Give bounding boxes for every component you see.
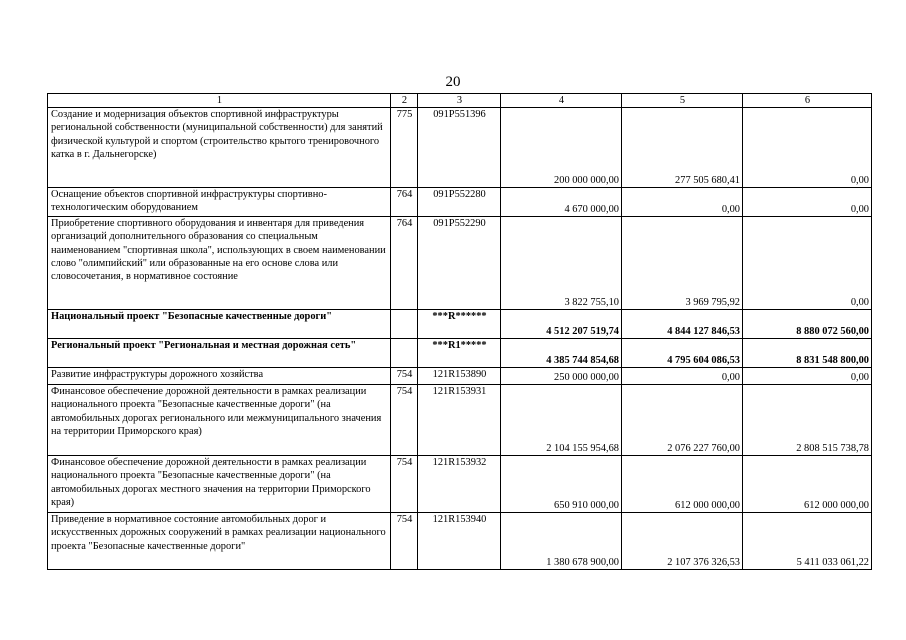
row-name: Создание и модернизация объектов спортивной инфраструктуры региональной собственности (муниципальной собственности) для занятий физической культурой и спортом (строительство крытого тренировочного катка в г. Дальнегорске) xyxy=(48,108,391,188)
column-header: 4 xyxy=(501,94,622,108)
row-value-col6: 0,00 xyxy=(743,217,872,310)
row-value-col4: 650 910 000,00 xyxy=(501,456,622,513)
table-row-national-project xyxy=(48,310,872,339)
column-header: 3 xyxy=(418,94,501,108)
table-header-row xyxy=(48,94,872,108)
row-kbk: 091P551396 xyxy=(418,108,501,188)
table-row xyxy=(48,385,872,456)
row-code: 754 xyxy=(391,385,418,456)
row-code: 764 xyxy=(391,188,418,217)
row-value-col6: 612 000 000,00 xyxy=(743,456,872,513)
row-code: 775 xyxy=(391,108,418,188)
row-name: Финансовое обеспечение дорожной деятельности в рамках реализации национального проекта "Безопасные качественные дороги" (на автомобильных дорогах регионального или межмуниципального значения на территории Приморского края) xyxy=(48,385,391,456)
page-number: 20 xyxy=(445,74,461,90)
row-value-col6: 2 808 515 738,78 xyxy=(743,385,872,456)
row-value-col4: 4 385 744 854,68 xyxy=(501,339,622,368)
row-value-col4: 4 670 000,00 xyxy=(501,188,622,217)
row-value-col4: 3 822 755,10 xyxy=(501,217,622,310)
row-kbk: 121R153931 xyxy=(418,385,501,456)
row-value-col5: 612 000 000,00 xyxy=(622,456,743,513)
table-row xyxy=(48,456,872,513)
row-name: Развитие инфраструктуры дорожного хозяйства xyxy=(48,368,391,385)
row-value-col6: 0,00 xyxy=(743,188,872,217)
row-value-col5: 4 844 127 846,53 xyxy=(622,310,743,339)
row-code xyxy=(391,310,418,339)
row-value-col6: 0,00 xyxy=(743,368,872,385)
row-code: 764 xyxy=(391,217,418,310)
column-header: 2 xyxy=(391,94,418,108)
row-name: Оснащение объектов спортивной инфраструктуры спортивно-технологическим оборудованием xyxy=(48,188,391,217)
row-code: 754 xyxy=(391,368,418,385)
row-kbk: ***R1***** xyxy=(418,339,501,368)
row-name: Финансовое обеспечение дорожной деятельности в рамках реализации национального проекта "Безопасные качественные дороги" (на автомобильных дорогах местного значения на территории Приморского края) xyxy=(48,456,391,513)
row-value-col5: 2 107 376 326,53 xyxy=(622,513,743,570)
row-kbk: 091P552280 xyxy=(418,188,501,217)
table-row xyxy=(48,513,872,570)
row-kbk: 121R153932 xyxy=(418,456,501,513)
row-value-col5: 4 795 604 086,53 xyxy=(622,339,743,368)
row-code xyxy=(391,339,418,368)
column-header: 5 xyxy=(622,94,743,108)
row-value-col4: 1 380 678 900,00 xyxy=(501,513,622,570)
column-header: 6 xyxy=(743,94,872,108)
table-row xyxy=(48,188,872,217)
row-value-col5: 0,00 xyxy=(622,368,743,385)
row-value-col4: 200 000 000,00 xyxy=(501,108,622,188)
row-value-col6: 8 880 072 560,00 xyxy=(743,310,872,339)
row-value-col6: 5 411 033 061,22 xyxy=(743,513,872,570)
row-kbk: 121R153890 xyxy=(418,368,501,385)
row-kbk: 091P552290 xyxy=(418,217,501,310)
row-value-col5: 2 076 227 760,00 xyxy=(622,385,743,456)
row-value-col5: 0,00 xyxy=(622,188,743,217)
row-value-col5: 3 969 795,92 xyxy=(622,217,743,310)
row-kbk: 121R153940 xyxy=(418,513,501,570)
row-name: Региональный проект "Региональная и местная дорожная сеть" xyxy=(48,339,391,368)
budget-table xyxy=(47,93,872,570)
row-value-col5: 277 505 680,41 xyxy=(622,108,743,188)
row-value-col4: 250 000 000,00 xyxy=(501,368,622,385)
table-row-regional-project xyxy=(48,339,872,368)
row-code: 754 xyxy=(391,456,418,513)
row-value-col4: 4 512 207 519,74 xyxy=(501,310,622,339)
row-code: 754 xyxy=(391,513,418,570)
row-value-col6: 8 831 548 800,00 xyxy=(743,339,872,368)
row-name: Приобретение спортивного оборудования и инвентаря для приведения организаций дополнительного образования со специальным наименованием "спортивная школа", использующих в своем наименовании слово "олимпийский" или образованные на его основе слова или словосочетания, в нормативное состояние xyxy=(48,217,391,310)
row-value-col4: 2 104 155 954,68 xyxy=(501,385,622,456)
table-row xyxy=(48,108,872,188)
table-row xyxy=(48,368,872,385)
row-name: Национальный проект "Безопасные качественные дороги" xyxy=(48,310,391,339)
row-kbk: ***R****** xyxy=(418,310,501,339)
table-row xyxy=(48,217,872,310)
row-name: Приведение в нормативное состояние автомобильных дорог и искусственных дорожных сооружений в рамках реализации национального проекта "Безопасные качественные дороги" xyxy=(48,513,391,570)
row-value-col6: 0,00 xyxy=(743,108,872,188)
column-header: 1 xyxy=(48,94,391,108)
